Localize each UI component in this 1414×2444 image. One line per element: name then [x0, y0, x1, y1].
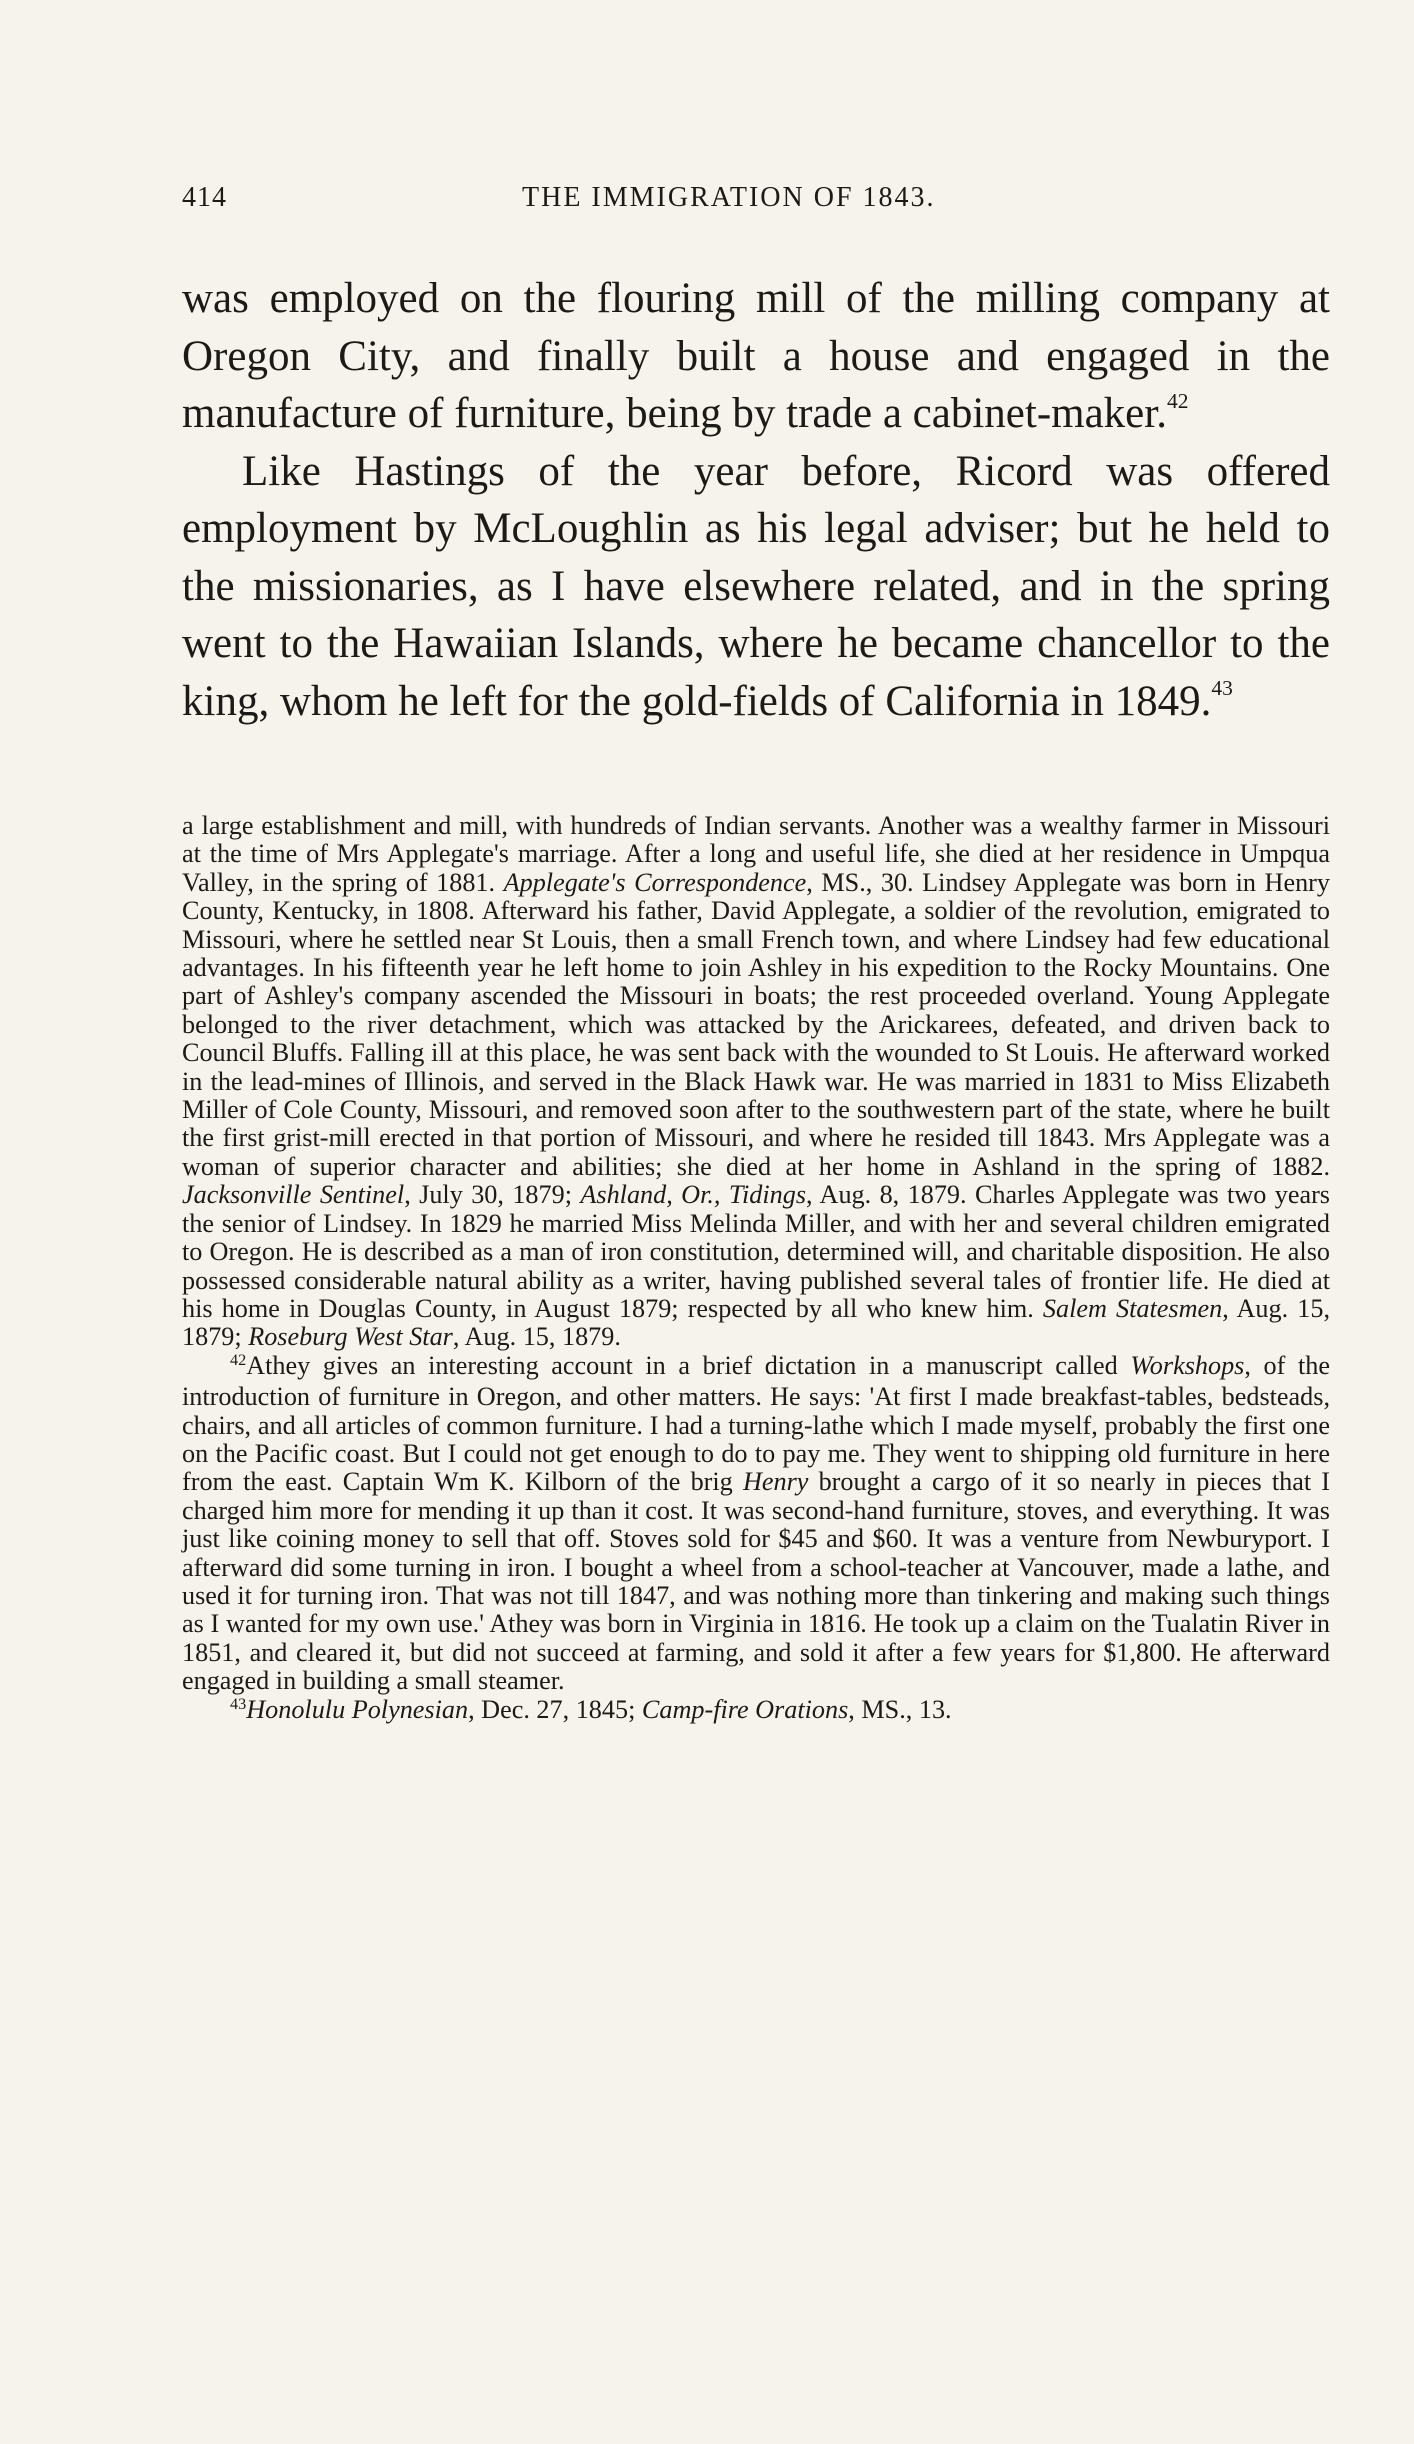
- footnote-text: , Dec. 27, 1845;: [468, 1694, 642, 1724]
- footnote-number: 43: [230, 1694, 247, 1713]
- footnote-text: Athey gives an interesting account in a brief dictation in a manuscript called: [246, 1350, 1131, 1380]
- citation-title: Roseburg West Star: [248, 1322, 453, 1352]
- footnote-text: brought a cargo of it so nearly in pieces that I charged him more for mending it up than it cost. It was second-hand furniture, stoves, and everything. It was just like coining money to sell that off. Stoves sold for $45 and $60. It was a venture from Newburyport. I afterward did some turning in iron. I bought a wheel from a school-teacher at Vancouver, made a lathe, and used it for turning iron. That was not till 1847, and was nothing more than tinkering and making such things as I wanted for my own use.' Athey was born in Virginia in 1816. He took up a claim on the Tualatin River in 1851, and cleared it, but did not succeed at farming, and sold it after a few years for $1,800. He afterward engaged in building a small steamer.: [182, 1467, 1331, 1696]
- citation-title: Ashland, Or., Tidings: [580, 1180, 807, 1210]
- main-paragraph-2: [182, 443, 1330, 731]
- footnote-text: , Aug. 15, 1879;: [182, 1293, 1330, 1352]
- footnote-42: [182, 1352, 1330, 1696]
- main-paragraph-2-text: Like Hastings of the year before, Ricord was offered employment by McLoughlin as his legal adviser; but he held to the missionaries, as I have elsewhere related, and in the spring went to the Hawaiian Islands, where he became chancellor to the king, whom he left for the gold-fields of California in 1849.: [182, 447, 1330, 725]
- footnote-ref-42: 42: [1166, 388, 1189, 413]
- citation-title: Camp-fire Orations: [641, 1694, 849, 1724]
- main-paragraph-1-text: was employed on the flouring mill of the milling company at Oregon City, and finally built a house and engaged in the manufacture of furniture, being by trade a cabinet-maker.: [182, 275, 1330, 437]
- footnote-text: , of the introduction of furniture in Oregon, and other matters. He says: 'At first I made breakfast-tables, bedsteads, chairs, and all articles of common furniture. I had a turning-lathe which I made myself, probably the first one on the Pacific coast. But I could not get enough to do to pay me. They went to shipping old furniture in here from the east. Captain Wm K. Kilborn of the brig: [182, 1350, 1330, 1497]
- footnote-text: , July 30, 1879;: [404, 1180, 581, 1210]
- footnote-text: , Aug. 15, 1879.: [452, 1322, 621, 1352]
- main-paragraph-1: [182, 270, 1330, 443]
- footnote-number: 42: [230, 1350, 247, 1369]
- footnote-text: , Aug. 8, 1879. Charles Applegate was two years the senior of Lindsey. In 1829 he married Miss Melinda Miller, and with her and several children emigrated to Oregon. He is described as a man of iron constitution, determined will, and charitable disposition. He also possessed considerable natural ability as a writer, having published several tales of frontier life. He died at his home in Douglas County, in August 1879; respected by all who knew him.: [182, 1180, 1330, 1323]
- footnote-text: , MS., 13.: [848, 1694, 952, 1724]
- citation-title: Jacksonville Sentinel: [182, 1180, 405, 1210]
- citation-title: Applegate's Correspondence: [503, 867, 807, 897]
- main-text: [182, 270, 1330, 730]
- footnote-43: [182, 1696, 1330, 1727]
- footnotes: [182, 812, 1330, 1727]
- page-header: [182, 182, 1330, 226]
- citation-title: Honolulu Polynesian: [246, 1694, 469, 1724]
- citation-title: Salem Statesmen: [1042, 1293, 1223, 1323]
- footnote-text: a large establishment and mill, with hundreds of Indian servants. Another was a wealthy farmer in Missouri at the time of Mrs Applegate's marriage. After a long and useful life, she died at her residence in Umpqua Valley, in the spring of 1881.: [182, 811, 1330, 897]
- ship-name: Henry: [742, 1467, 809, 1497]
- footnote-ref-43: 43: [1211, 676, 1233, 701]
- running-head: THE IMMIGRATION OF 1843.: [522, 182, 936, 213]
- footnote-text: , MS., 30. Lindsey Applegate was born in Henry County, Kentucky, in 1808. Afterward his father, David Applegate, a soldier of the revolution, emigrated to Missouri, where he settled near St Louis, then a small French town, and where Lindsey had few educational advantages. In his fifteenth year he left home to join Ashley in his expedition to the Rocky Mountains. One part of Ashley's company ascended the Missouri in boats; the rest proceeded overland. Young Applegate belonged to the river detachment, which was attacked by the Arickarees, defeated, and driven back to Council Bluffs. Falling ill at this place, he was sent back with the wounded to St Louis. He afterward worked in the lead-mines of Illinois, and served in the Black Hawk war. He was married in 1831 to Miss Elizabeth Miller of Cole County, Missouri, and removed soon after to the southwestern part of the state, where he built the first grist-mill erected in that portion of Missouri, and where he resided till 1843. Mrs Applegate was a woman of superior character and abilities; she died at her home in Ashland in the spring of 1882.: [182, 867, 1330, 1181]
- footnote-continued: [182, 812, 1330, 1352]
- citation-title: Workshops: [1130, 1350, 1245, 1380]
- page-number: 414: [182, 182, 227, 213]
